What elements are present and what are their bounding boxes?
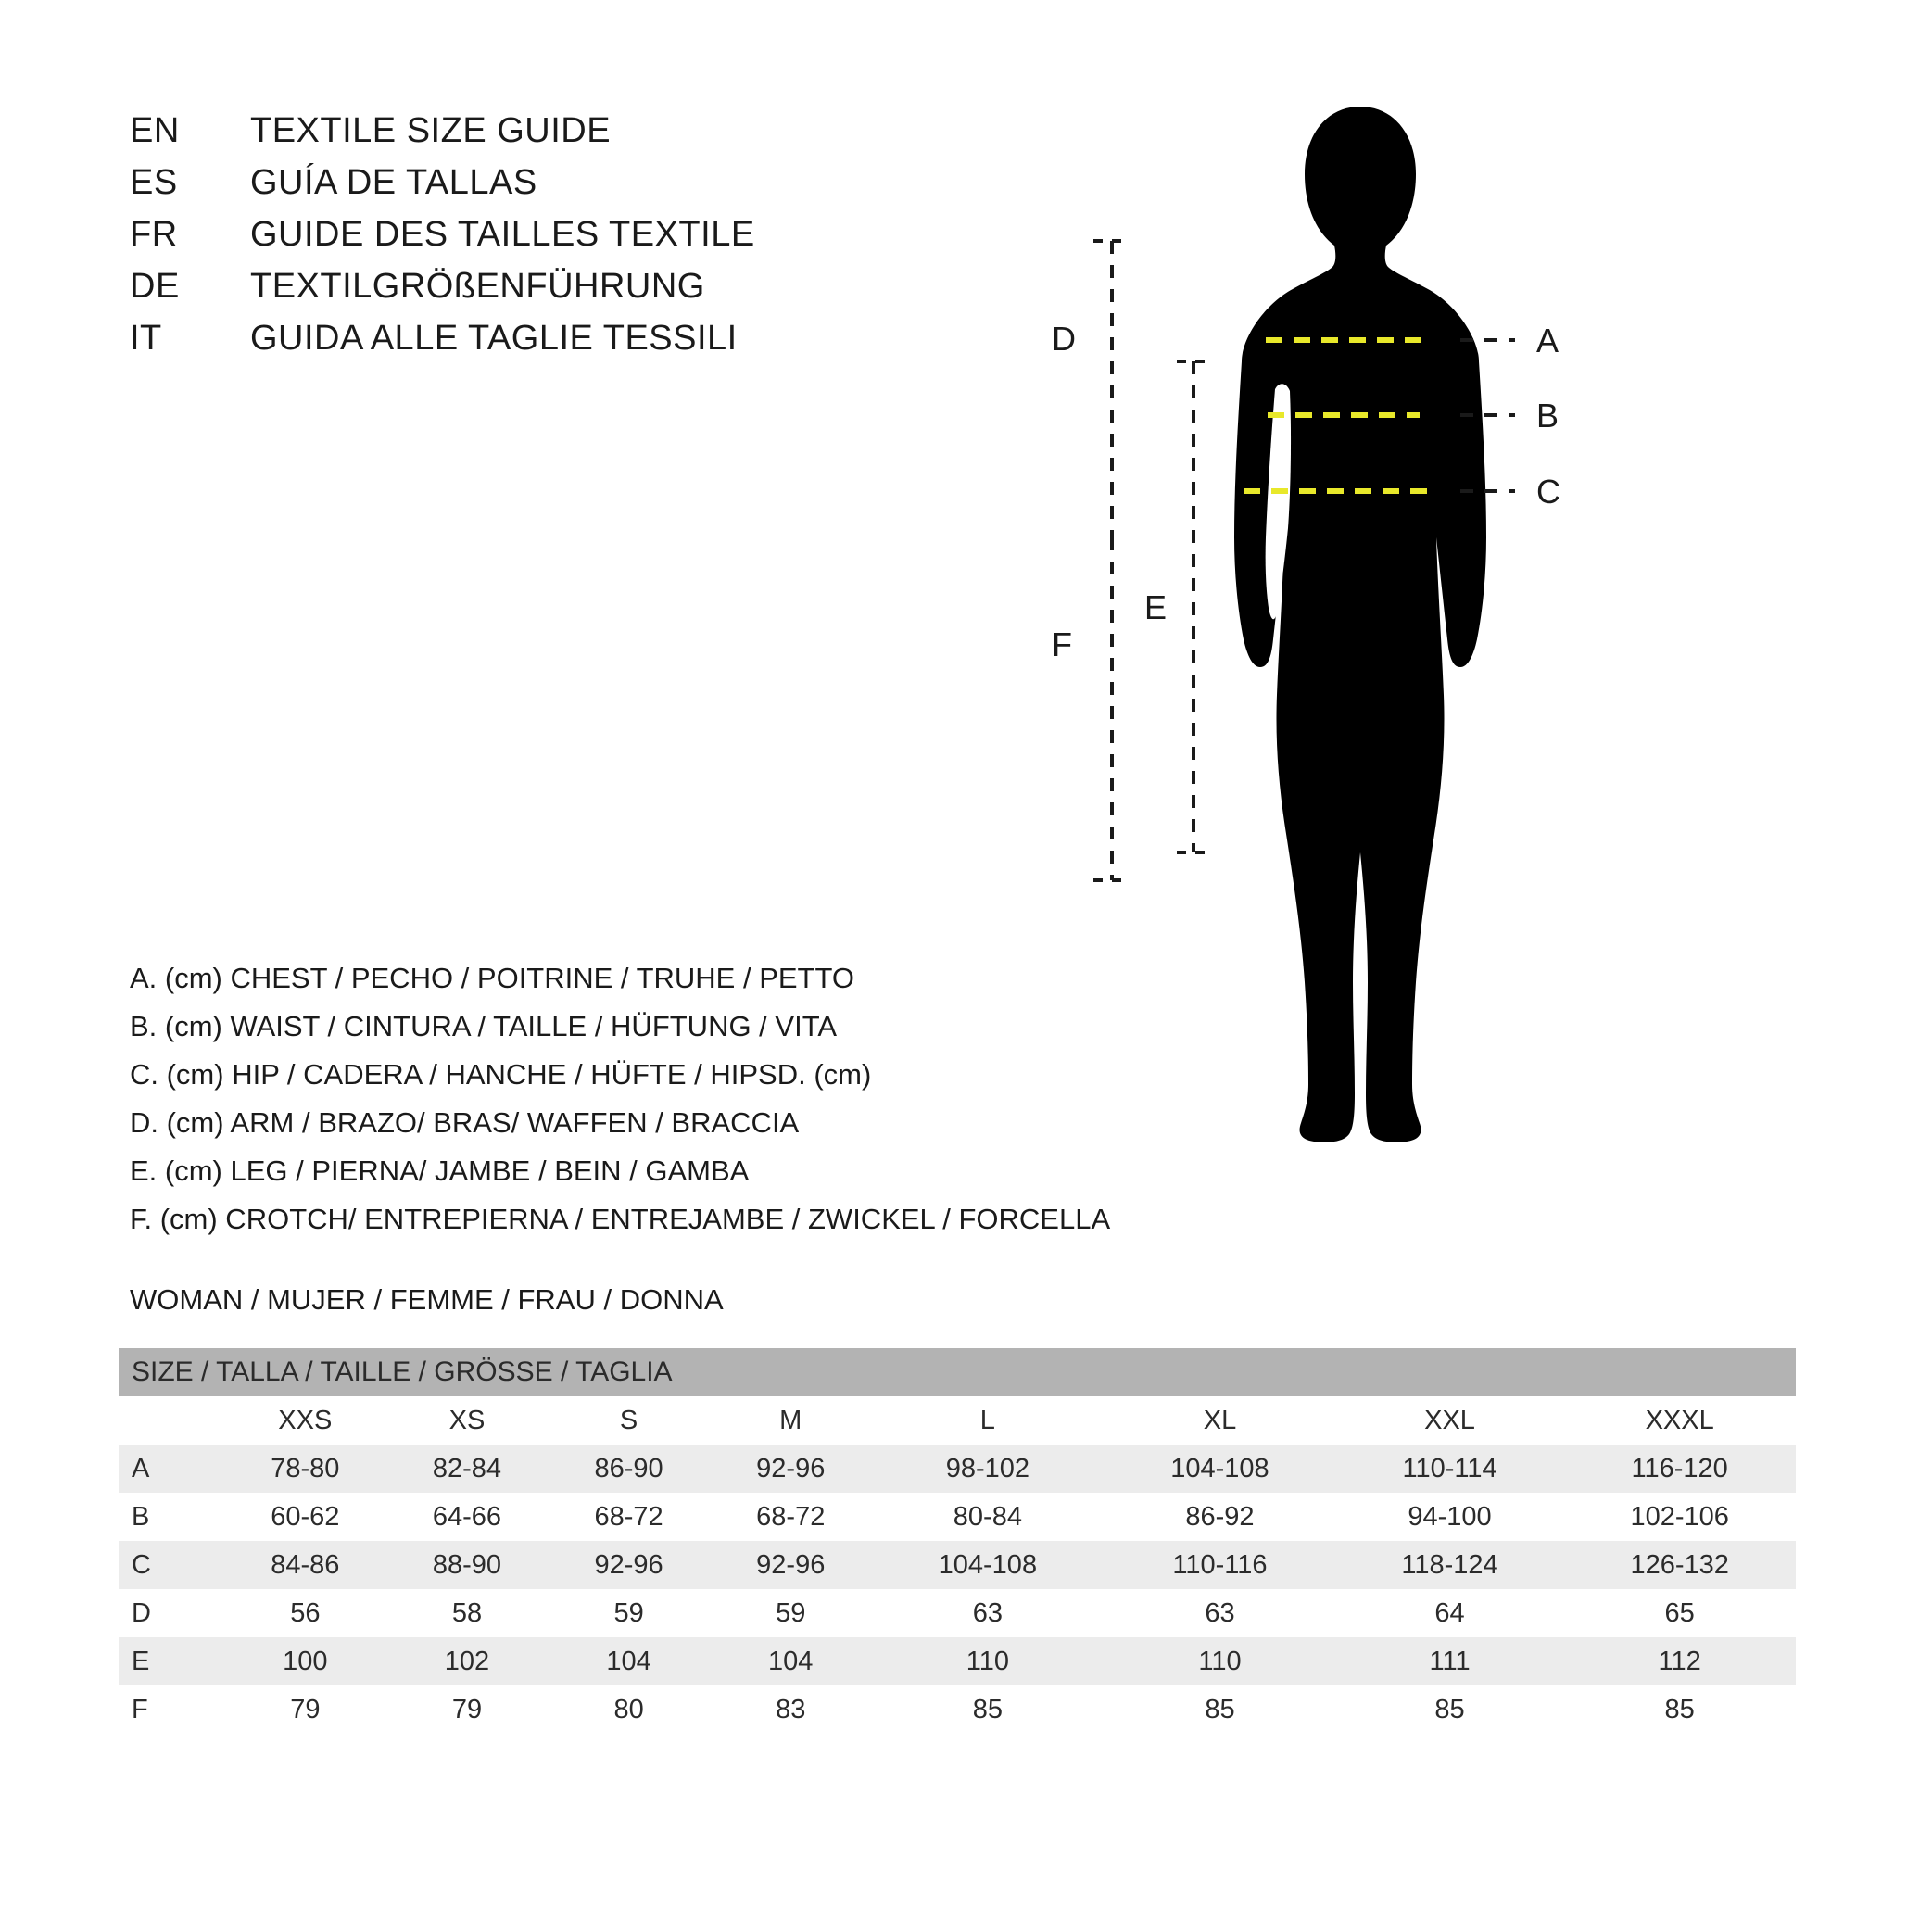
title-row [130,215,890,267]
cell-b-xl: 86-92 [1104,1493,1336,1541]
legend-item-b: B. (cm) WAIST / CINTURA / TAILLE / HÜFTUNG / VITA [130,1010,838,1042]
title-block [130,111,890,371]
table-caption-row [119,1348,1796,1396]
title-text-it: GUIDA ALLE TAGLIE TESSILI [250,319,738,358]
title-text-es: GUÍA DE TALLAS [250,163,537,202]
legend-item-e: E. (cm) LEG / PIERNA/ JAMBE / BEIN / GAMBA [130,1155,750,1187]
dim-label-f: F [1052,625,1072,663]
col-header-xxxl: XXXL [1563,1396,1796,1445]
dim-label-b: B [1536,397,1559,435]
body-measurement-diagram [1052,56,1890,1260]
table-header-row [119,1396,1796,1445]
col-header-xxs: XXS [224,1396,386,1445]
cell-c-s: 92-96 [548,1541,710,1589]
cell-d-m: 59 [710,1589,872,1637]
arm-dimension-bracket [936,241,1127,537]
cell-d-xxs: 56 [224,1589,386,1637]
cell-f-xl: 85 [1104,1685,1336,1734]
cell-c-xxl: 118-124 [1336,1541,1564,1589]
title-lang-de: DE [130,267,180,306]
legend-item-f: F. (cm) CROTCH/ ENTREPIERNA / ENTREJAMBE / ZWICKEL / FORCELLA [130,1203,1111,1235]
row-header-d: D [119,1589,224,1637]
legend-item-d: D. (cm) ARM / BRAZO/ BRAS/ WAFFEN / BRACCIA [130,1106,800,1139]
cell-f-xs: 79 [386,1685,549,1734]
leg-dimension-bracket [1144,361,1210,852]
cell-e-xl: 110 [1104,1637,1336,1685]
cell-a-xl: 104-108 [1104,1445,1336,1493]
cell-d-l: 63 [872,1589,1105,1637]
crotch-dimension-bracket [1052,537,1127,880]
woman-silhouette-icon [1234,107,1486,1142]
cell-b-s: 68-72 [548,1493,710,1541]
title-lang-en: EN [130,111,180,150]
cell-d-xxxl: 65 [1563,1589,1796,1637]
table-row [119,1493,1796,1541]
title-lang-it: IT [130,319,162,358]
cell-a-m: 92-96 [710,1445,872,1493]
dim-label-c: C [1536,473,1560,511]
dim-label-a: A [1536,322,1559,360]
cell-b-l: 80-84 [872,1493,1105,1541]
cell-f-xxl: 85 [1336,1685,1564,1734]
cell-c-m: 92-96 [710,1541,872,1589]
title-lang-fr: FR [130,215,178,254]
row-header-c: C [119,1541,224,1589]
legend-block [130,954,1195,1243]
cell-c-l: 104-108 [872,1541,1105,1589]
title-text-de: TEXTILGRÖßENFÜHRUNG [250,267,705,306]
dim-label-e: E [1144,588,1168,626]
title-row [130,163,890,215]
table-row [119,1589,1796,1637]
size-table [119,1348,1796,1734]
cell-a-xxxl: 116-120 [1563,1445,1796,1493]
title-lang-es: ES [130,163,178,202]
cell-d-s: 59 [548,1589,710,1637]
cell-f-xxs: 79 [224,1685,386,1734]
dim-label-d: D [1052,320,1076,358]
col-header-l: L [872,1396,1105,1445]
cell-e-s: 104 [548,1637,710,1685]
col-header-xl: XL [1104,1396,1336,1445]
cell-e-xxl: 111 [1336,1637,1564,1685]
cell-a-s: 86-90 [548,1445,710,1493]
title-text-en: TEXTILE SIZE GUIDE [250,111,612,150]
legend-item-a: A. (cm) CHEST / PECHO / POITRINE / TRUHE / PETTO [130,962,854,994]
table-corner-cell [119,1396,224,1445]
title-row [130,319,890,371]
table-row [119,1685,1796,1734]
table-row [119,1541,1796,1589]
cell-e-xxs: 100 [224,1637,386,1685]
table-title: SIZE / TALLA / TAILLE / GRÖSSE / TAGLIA [119,1348,1796,1396]
cell-b-m: 68-72 [710,1493,872,1541]
col-header-xs: XS [386,1396,549,1445]
cell-f-s: 80 [548,1685,710,1734]
row-header-e: E [119,1637,224,1685]
cell-e-xxxl: 112 [1563,1637,1796,1685]
group-caption: WOMAN / MUJER / FEMME / FRAU / DONNA [130,1283,724,1316]
cell-c-xxs: 84-86 [224,1541,386,1589]
cell-d-xs: 58 [386,1589,549,1637]
col-header-s: S [548,1396,710,1445]
table-row [119,1637,1796,1685]
cell-a-l: 98-102 [872,1445,1105,1493]
cell-e-l: 110 [872,1637,1105,1685]
cell-c-xxxl: 126-132 [1563,1541,1796,1589]
cell-e-m: 104 [710,1637,872,1685]
cell-f-xxxl: 85 [1563,1685,1796,1734]
title-text-fr: GUIDE DES TAILLES TEXTILE [250,215,755,254]
cell-a-xxs: 78-80 [224,1445,386,1493]
cell-d-xl: 63 [1104,1589,1336,1637]
col-header-xxl: XXL [1336,1396,1564,1445]
legend-item-c: C. (cm) HIP / CADERA / HANCHE / HÜFTE / HIPSD. (cm) [130,1058,872,1091]
cell-e-xs: 102 [386,1637,549,1685]
cell-c-xl: 110-116 [1104,1541,1336,1589]
col-header-m: M [710,1396,872,1445]
table-row [119,1445,1796,1493]
title-row [130,267,890,319]
cell-b-xxs: 60-62 [224,1493,386,1541]
cell-d-xxl: 64 [1336,1589,1564,1637]
cell-c-xs: 88-90 [386,1541,549,1589]
cell-a-xxl: 110-114 [1336,1445,1564,1493]
cell-b-xs: 64-66 [386,1493,549,1541]
cell-f-m: 83 [710,1685,872,1734]
title-row [130,111,890,163]
row-header-f: F [119,1685,224,1734]
cell-b-xxxl: 102-106 [1563,1493,1796,1541]
row-header-a: A [119,1445,224,1493]
cell-f-l: 85 [872,1685,1105,1734]
cell-b-xxl: 94-100 [1336,1493,1564,1541]
row-header-b: B [119,1493,224,1541]
cell-a-xs: 82-84 [386,1445,549,1493]
